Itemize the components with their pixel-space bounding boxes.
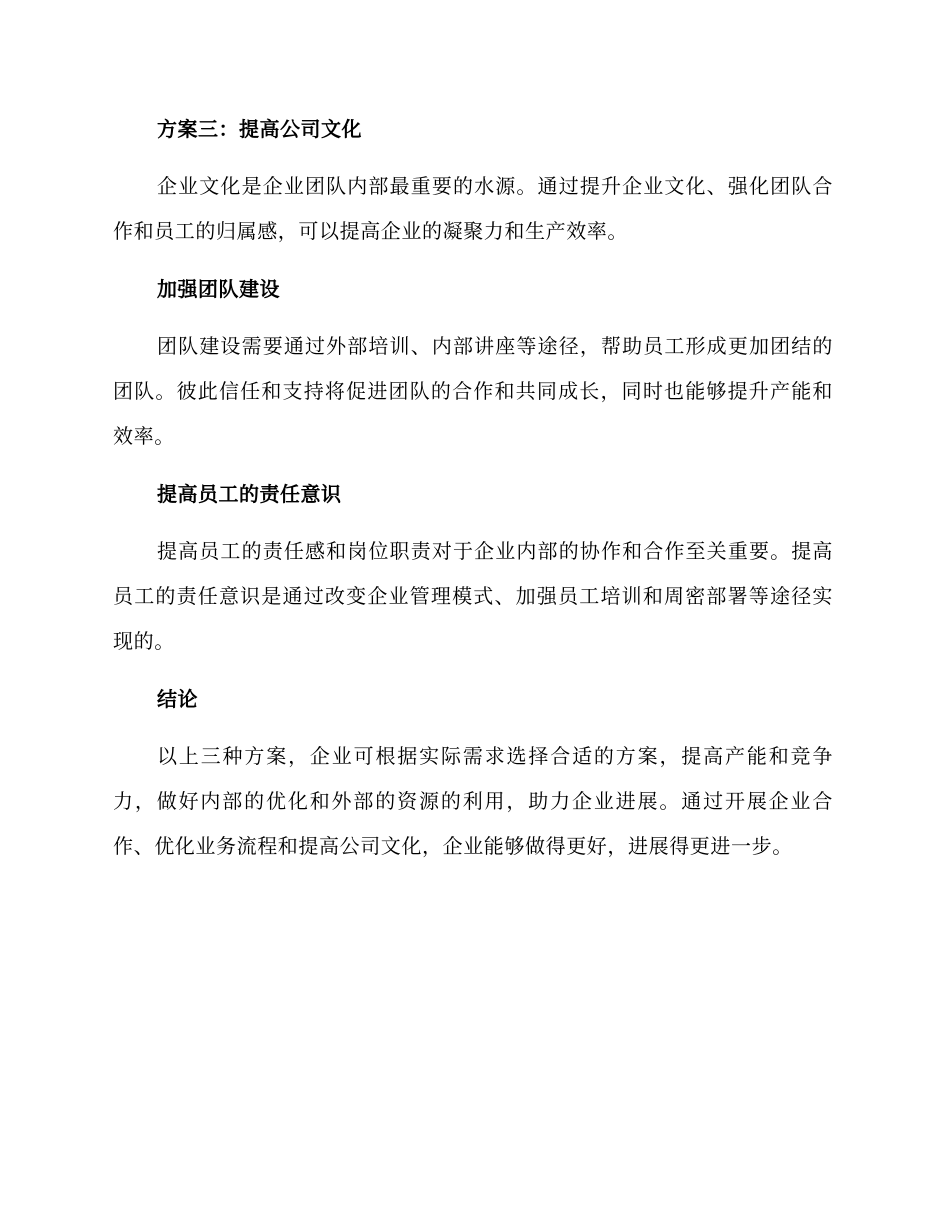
section-heading: 加强团队建设 [157, 277, 280, 301]
document-page [113, 108, 833, 883]
section-paragraph: 企业文化是企业团队内部最重要的水源。通过提升企业文化、强化团队合作和员工的归属感，可以提高企业的凝聚力和生产效率。 [113, 174, 833, 243]
section-culture [113, 108, 833, 254]
section-paragraph: 以上三种方案，企业可根据实际需求选择合适的方案，提高产能和竞争力，做好内部的优化和外部的资源的利用，助力企业进展。通过开展企业合作、优化业务流程和提高公司文化，企业能够做得更好，进展得更进一步。 [113, 744, 833, 858]
section-responsibility [113, 473, 833, 664]
section-paragraph: 团队建设需要通过外部培训、内部讲座等途径，帮助员工形成更加团结的团队。彼此信任和支持将促进团队的合作和共同成长，同时也能够提升产能和效率。 [113, 334, 833, 448]
section-heading: 结论 [157, 687, 198, 711]
section-paragraph: 提高员工的责任感和岗位职责对于企业内部的协作和合作至关重要。提高员工的责任意识是通过改变企业管理模式、加强员工培训和周密部署等途径实现的。 [113, 539, 833, 653]
section-team-building [113, 268, 833, 459]
section-heading: 方案三：提高公司文化 [157, 117, 362, 141]
section-conclusion [113, 678, 833, 869]
section-heading: 提高员工的责任意识 [157, 482, 342, 506]
